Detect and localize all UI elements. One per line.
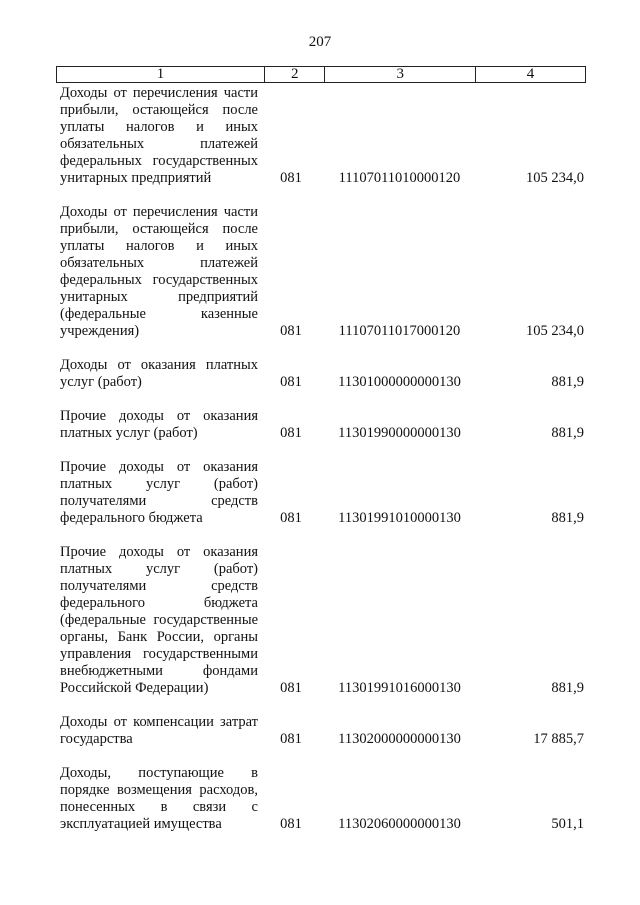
table-row: [56, 714, 586, 748]
row-admin-code: 081: [280, 510, 302, 526]
row-description: Доходы от перечисления части прибыли, остающейся после уплаты налогов и иных обязательных платежей федеральных государственных унитарных предприятий: [60, 85, 258, 186]
row-description: Доходы от оказания платных услуг (работ): [60, 357, 258, 390]
row-budget-code: 11301991010000130: [338, 510, 461, 526]
income-rows: [56, 85, 586, 850]
page-number: 207: [308, 34, 332, 50]
table-row: [56, 459, 586, 527]
header-col-1: 1: [57, 67, 265, 83]
header-col-3: 3: [325, 67, 476, 83]
row-admin-code: 081: [280, 425, 302, 441]
row-admin-code: 081: [280, 170, 302, 186]
row-amount: 881,9: [551, 425, 584, 441]
row-budget-code: 11302000000000130: [338, 731, 461, 747]
row-admin-code: 081: [280, 731, 302, 747]
row-amount: 105 234,0: [526, 323, 584, 339]
table-header: [56, 66, 586, 83]
row-budget-code: 11107011017000120: [338, 323, 461, 339]
row-amount: 881,9: [551, 680, 584, 696]
row-budget-code: 11107011010000120: [338, 170, 461, 186]
header-col-2: 2: [264, 67, 324, 83]
row-budget-code: 11301990000000130: [338, 425, 461, 441]
row-admin-code: 081: [280, 374, 302, 390]
row-budget-code: 11301991016000130: [338, 680, 461, 696]
row-description: Прочие доходы от оказания платных услуг (работ): [60, 408, 258, 441]
table-row: [56, 204, 586, 340]
row-admin-code: 081: [280, 323, 302, 339]
table-row: [56, 765, 586, 833]
row-description: Доходы, поступающие в порядке возмещения расходов, понесенных в связи с эксплуатацией имущества: [60, 765, 258, 832]
header-col-4: 4: [476, 67, 586, 83]
row-amount: 501,1: [551, 816, 584, 832]
row-amount: 881,9: [551, 374, 584, 390]
table-row: [56, 357, 586, 391]
row-budget-code: 11301000000000130: [338, 374, 461, 390]
row-description: Прочие доходы от оказания платных услуг (работ) получателями средств федерального бюджета: [60, 459, 258, 526]
row-amount: 105 234,0: [526, 170, 584, 186]
table-row: [56, 85, 586, 187]
row-admin-code: 081: [280, 816, 302, 832]
row-amount: 881,9: [551, 510, 584, 526]
row-admin-code: 081: [280, 680, 302, 696]
table-row: [56, 408, 586, 442]
table-row: [56, 544, 586, 697]
row-description: Доходы от перечисления части прибыли, остающейся после уплаты налогов и иных обязательных платежей федеральных государственных унитарных предприятий (федеральные казенные учреждения): [60, 204, 258, 339]
row-budget-code: 11302060000000130: [338, 816, 461, 832]
row-amount: 17 885,7: [533, 731, 584, 747]
row-description: Прочие доходы от оказания платных услуг (работ) получателями средств федерального бюджета (федеральные государственные органы, Банк России, органы управления государственными внебюджетными фондами Российской Федерации): [60, 544, 258, 696]
row-description: Доходы от компенсации затрат государства: [60, 714, 258, 747]
